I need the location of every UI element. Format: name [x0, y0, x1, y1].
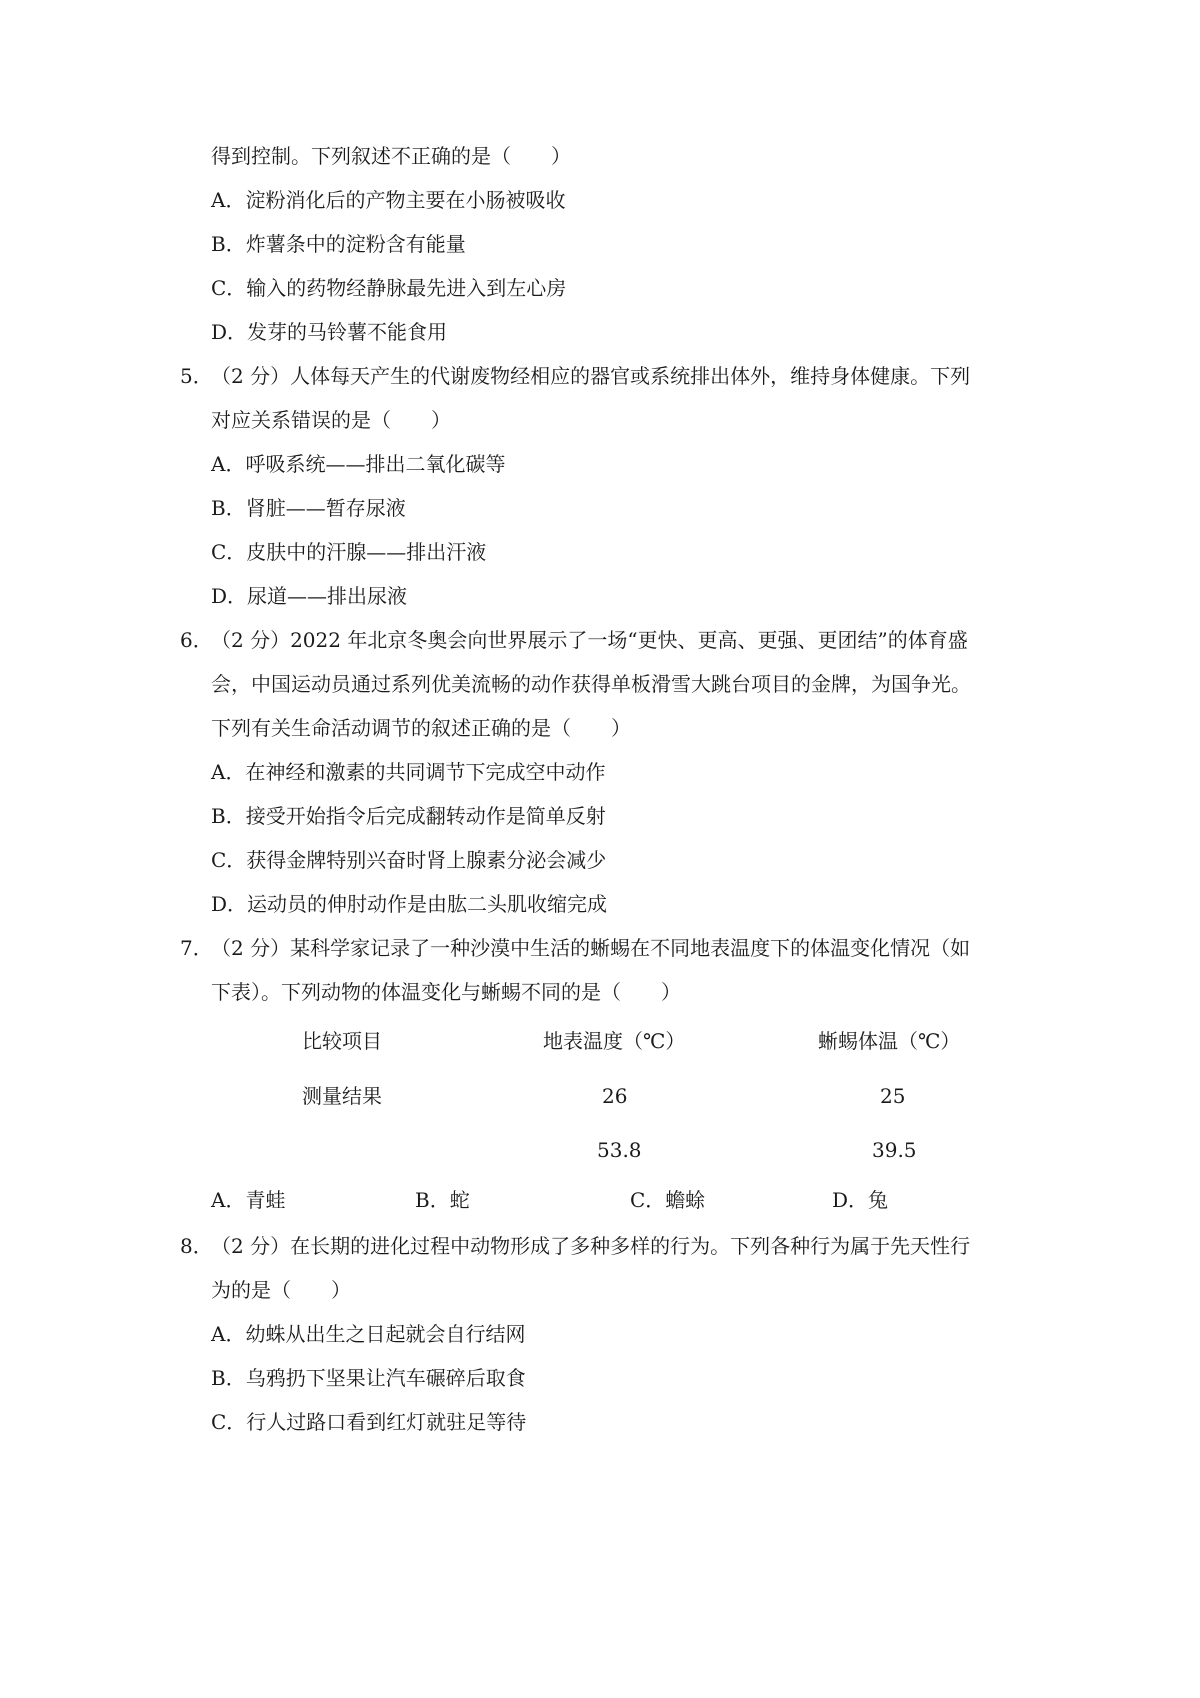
question-5-stem-line-2: 对应关系错误的是（ ）	[211, 408, 451, 432]
table-cell-ground-temp-1: 26	[602, 1084, 628, 1108]
question-6-stem-line-1: （2 分）2022 年北京冬奥会向世界展示了一场“更快、更高、更强、更团结”的体育盛	[211, 628, 968, 652]
question-7-option-b: B．蛇	[415, 1188, 470, 1212]
table-row-label: 测量结果	[302, 1084, 382, 1108]
table-header-lizard-temp: 蜥蜴体温（℃）	[818, 1029, 961, 1053]
question-6-option-d: D．运动员的伸肘动作是由肱二头肌收缩完成	[211, 892, 608, 916]
question-5-option-b: B．肾脏——暂存尿液	[211, 496, 406, 520]
question-7-option-d: D．兔	[832, 1188, 889, 1212]
table-header-item: 比较项目	[302, 1029, 382, 1053]
table-header-ground-temp: 地表温度（℃）	[543, 1029, 686, 1053]
question-7-option-a: A．青蛙	[211, 1188, 286, 1212]
question-7-number: 7．	[180, 936, 213, 960]
question-7-option-c: C．蟾蜍	[630, 1188, 706, 1212]
question-5-option-c: C．皮肤中的汗腺——排出汗液	[211, 540, 487, 564]
question-6-stem-line-3: 下列有关生命活动调节的叙述正确的是（ ）	[211, 716, 631, 740]
question-8-option-a: A．幼蛛从出生之日起就会自行结网	[211, 1322, 526, 1346]
question-4-option-c: C．输入的药物经静脉最先进入到左心房	[211, 276, 567, 300]
question-7-stem-line-2: 下表）。下列动物的体温变化与蜥蜴不同的是（ ）	[211, 980, 681, 1004]
question-6-option-b: B．接受开始指令后完成翻转动作是简单反射	[211, 804, 606, 828]
question-6-stem-line-2: 会，中国运动员通过系列优美流畅的动作获得单板滑雪大跳台项目的金牌，为国争光。	[211, 672, 971, 696]
question-6-option-a: A．在神经和激素的共同调节下完成空中动作	[211, 760, 606, 784]
question-6-option-c: C．获得金牌特别兴奋时肾上腺素分泌会减少	[211, 848, 607, 872]
question-5-stem-line-1: （2 分）人体每天产生的代谢废物经相应的器官或系统排出体外，维持身体健康。下列	[211, 364, 971, 388]
question-8-stem-line-1: （2 分）在长期的进化过程中动物形成了多种多样的行为。下列各种行为属于先天性行	[211, 1234, 971, 1258]
question-4-option-d: D．发芽的马铃薯不能食用	[211, 320, 448, 344]
question-8-option-b: B．乌鸦扔下坚果让汽车碾碎后取食	[211, 1366, 526, 1390]
table-cell-lizard-temp-1: 25	[880, 1084, 906, 1108]
table-cell-ground-temp-2: 53.8	[597, 1138, 642, 1162]
question-8-stem-line-2: 为的是（ ）	[211, 1278, 351, 1302]
question-8-number: 8．	[180, 1234, 213, 1258]
question-5-number: 5．	[180, 364, 213, 388]
question-4-option-b: B．炸薯条中的淀粉含有能量	[211, 232, 466, 256]
question-5-option-d: D．尿道——排出尿液	[211, 584, 408, 608]
question-6-number: 6．	[180, 628, 213, 652]
question-4-option-a: A．淀粉消化后的产物主要在小肠被吸收	[211, 188, 566, 212]
question-4-stem-end: 得到控制。下列叙述不正确的是（ ）	[211, 144, 571, 168]
question-8-option-c: C．行人过路口看到红灯就驻足等待	[211, 1410, 527, 1434]
table-cell-lizard-temp-2: 39.5	[872, 1138, 917, 1162]
question-5-option-a: A．呼吸系统——排出二氧化碳等	[211, 452, 506, 476]
question-7-stem-line-1: （2 分）某科学家记录了一种沙漠中生活的蜥蜴在不同地表温度下的体温变化情况（如	[211, 936, 971, 960]
